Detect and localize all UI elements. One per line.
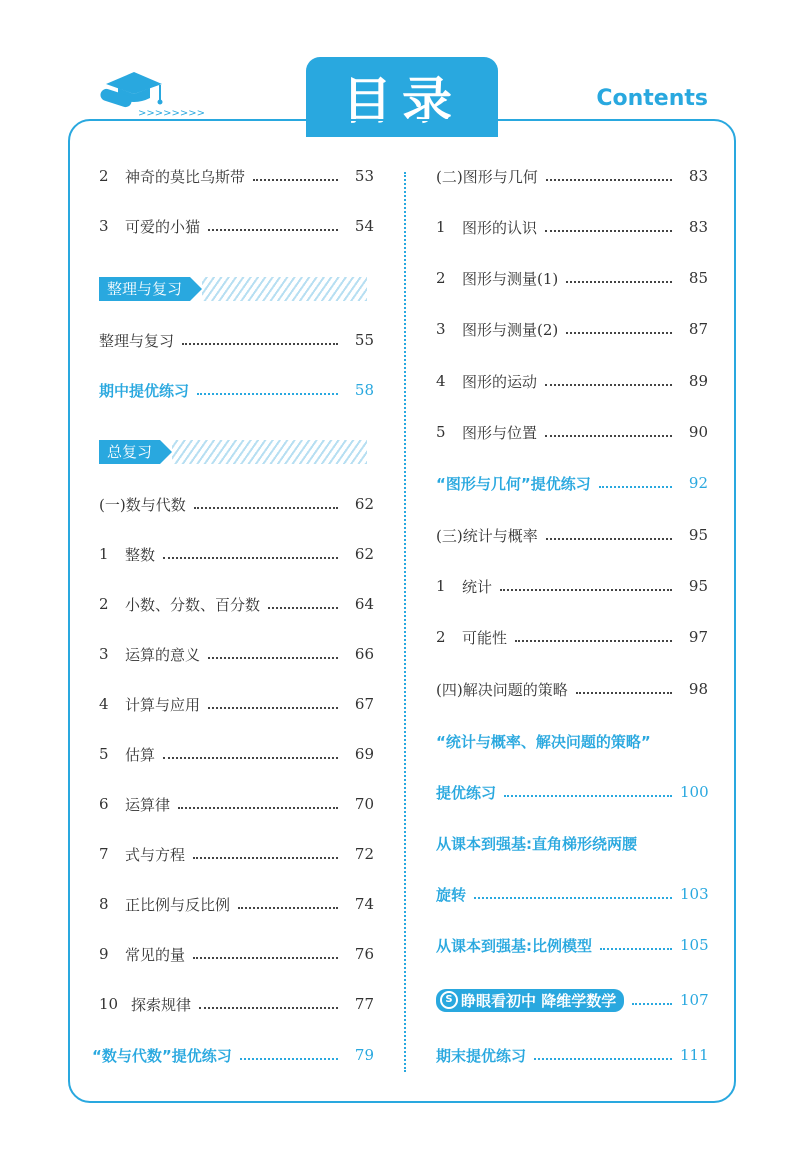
toc-entry[interactable] <box>436 317 708 341</box>
toc-entry[interactable] <box>436 266 708 290</box>
entry-number: 5 <box>436 423 446 441</box>
toc-entry-highlight[interactable] <box>436 882 708 906</box>
entry-title-line1: “统计与概率、解决问题的策略” <box>436 732 651 751</box>
entry-title: 可能性 <box>462 628 508 647</box>
dot-leader <box>208 707 338 709</box>
dot-leader <box>500 589 672 591</box>
page-title: 目录 <box>342 72 462 130</box>
dot-leader <box>197 393 338 395</box>
entry-page: 64 <box>354 595 374 613</box>
entry-title: 可爱的小猫 <box>125 217 201 236</box>
toc-entry[interactable] <box>99 742 374 766</box>
toc-entry[interactable] <box>99 892 374 916</box>
toc-entry[interactable] <box>99 942 374 966</box>
entry-page: 69 <box>354 745 374 763</box>
dot-leader <box>253 179 338 181</box>
dot-leader <box>163 557 338 559</box>
entry-page: 98 <box>688 680 708 698</box>
toc-entry-highlight[interactable] <box>436 933 708 957</box>
entry-title: 图形的认识 <box>462 218 538 237</box>
toc-entry[interactable] <box>99 542 374 566</box>
entry-number: 2 <box>436 628 446 646</box>
entry-page: 92 <box>688 474 708 492</box>
toc-entry-special[interactable] <box>436 988 708 1012</box>
entry-title: 图形与位置 <box>462 423 538 442</box>
svg-text:>>>>>>>>: >>>>>>>> <box>138 108 206 119</box>
toc-entry[interactable] <box>99 592 374 616</box>
entry-page: 105 <box>680 936 709 954</box>
entry-page: 95 <box>688 526 708 544</box>
toc-entry[interactable] <box>99 164 374 188</box>
toc-entry[interactable] <box>436 625 708 649</box>
entry-page: 79 <box>354 1046 374 1064</box>
entry-number: 9 <box>99 945 109 963</box>
entry-page: 62 <box>354 495 374 513</box>
graduation-cap-icon <box>96 70 206 120</box>
dot-leader <box>504 795 672 797</box>
entry-title-line1: 从课本到强基:直角梯形绕两腰 <box>436 834 637 853</box>
toc-entry[interactable] <box>99 792 374 816</box>
entry-title: 图形与测量(2) <box>462 320 559 339</box>
entry-number: 7 <box>99 845 109 863</box>
entry-title: 估算 <box>125 745 156 764</box>
section-arrow <box>160 440 172 464</box>
dot-leader <box>208 657 338 659</box>
entry-title: 计算与应用 <box>125 695 201 714</box>
entry-page: 70 <box>354 795 374 813</box>
dot-leader <box>546 538 672 540</box>
toc-entry[interactable] <box>99 214 374 238</box>
dot-leader <box>576 692 672 694</box>
entry-number: 3 <box>99 645 109 663</box>
column-divider <box>404 172 406 1072</box>
entry-page: 53 <box>354 167 374 185</box>
toc-entry[interactable] <box>436 164 708 188</box>
dot-leader <box>632 1003 672 1005</box>
toc-entry[interactable] <box>436 215 708 239</box>
entry-title: 整数 <box>125 545 156 564</box>
toc-entry[interactable] <box>99 328 374 352</box>
contents-label: Contents <box>596 86 708 111</box>
toc-entry-highlight[interactable] <box>99 378 374 402</box>
entry-title: 从课本到强基:比例模型 <box>436 936 592 955</box>
toc-entry[interactable] <box>99 642 374 666</box>
entry-page: 55 <box>354 331 374 349</box>
dot-leader <box>534 1058 672 1060</box>
toc-entry[interactable] <box>99 492 374 516</box>
entry-title: 式与方程 <box>125 845 186 864</box>
entry-number: 1 <box>99 545 109 563</box>
entry-page: 89 <box>688 372 708 390</box>
entry-page: 83 <box>688 167 708 185</box>
dot-leader <box>599 486 672 488</box>
toc-entry[interactable] <box>436 369 708 393</box>
entry-title: 旋转 <box>436 885 467 904</box>
toc-entry[interactable] <box>436 420 708 444</box>
entry-number: 1 <box>436 577 446 595</box>
entry-title: 神奇的莫比乌斯带 <box>125 167 246 186</box>
dot-leader <box>545 230 672 232</box>
dot-leader <box>199 1007 338 1009</box>
entry-page: 66 <box>354 645 374 663</box>
dot-leader <box>163 757 338 759</box>
dot-leader <box>208 229 338 231</box>
entry-page: 67 <box>354 695 374 713</box>
entry-title: (一)数与代数 <box>99 495 186 514</box>
entry-page: 100 <box>680 783 709 801</box>
section-stripes <box>172 440 367 464</box>
entry-number: 2 <box>99 595 109 613</box>
entry-title: 图形与测量(1) <box>462 269 559 288</box>
entry-number: 1 <box>436 218 446 236</box>
entry-title: 探索规律 <box>131 995 192 1014</box>
entry-page: 83 <box>688 218 708 236</box>
entry-page: 58 <box>354 381 374 399</box>
dot-leader <box>545 435 672 437</box>
dot-leader <box>515 640 672 642</box>
toc-entry-highlight[interactable] <box>436 831 708 855</box>
entry-title: “数与代数”提优练习 <box>92 1046 232 1065</box>
entry-title: (二)图形与几何 <box>436 167 538 186</box>
entry-page: 111 <box>680 1046 709 1064</box>
entry-page: 87 <box>688 320 708 338</box>
special-pill <box>436 989 624 1012</box>
entry-title: “图形与几何”提优练习 <box>436 474 591 493</box>
dot-leader <box>566 332 672 334</box>
entry-title: 正比例与反比例 <box>125 895 231 914</box>
toc-entry[interactable] <box>436 574 708 598</box>
entry-number: 2 <box>436 269 446 287</box>
entry-title: 提优练习 <box>436 783 497 802</box>
entry-title: 睁眼看初中 降维学数学 <box>461 991 617 1010</box>
section-header <box>99 440 367 464</box>
entry-number: 2 <box>99 167 109 185</box>
entry-page: 85 <box>688 269 708 287</box>
section-stripes <box>202 277 367 301</box>
entry-page: 62 <box>354 545 374 563</box>
entry-page: 72 <box>354 845 374 863</box>
toc-entry[interactable] <box>436 523 708 547</box>
entry-number: 6 <box>99 795 109 813</box>
entry-title: 整理与复习 <box>99 331 175 350</box>
toc-entry-highlight[interactable] <box>436 1043 708 1067</box>
entry-title: 期末提优练习 <box>436 1046 527 1065</box>
entry-page: 76 <box>354 945 374 963</box>
entry-page: 107 <box>680 991 709 1009</box>
dot-leader <box>178 807 338 809</box>
entry-number: 4 <box>99 695 109 713</box>
entry-title: 图形的运动 <box>462 372 538 391</box>
entry-title: 运算的意义 <box>125 645 201 664</box>
entry-title: 统计 <box>462 577 493 596</box>
section-header <box>99 277 367 301</box>
s-badge-icon: S <box>440 991 458 1009</box>
toc-entry-highlight[interactable] <box>436 471 708 495</box>
dot-leader <box>600 948 672 950</box>
entry-title: (四)解决问题的策略 <box>436 680 568 699</box>
toc-entry-highlight[interactable] <box>436 729 708 753</box>
entry-number: 8 <box>99 895 109 913</box>
entry-title: (三)统计与概率 <box>436 526 538 545</box>
dot-leader <box>545 384 672 386</box>
entry-page: 77 <box>354 995 374 1013</box>
toc-entry[interactable] <box>436 677 708 701</box>
dot-leader <box>238 907 338 909</box>
toc-entry[interactable] <box>99 992 374 1016</box>
entry-title: 期中提优练习 <box>99 381 190 400</box>
dot-leader <box>546 179 672 181</box>
toc-entry[interactable] <box>99 842 374 866</box>
entry-page: 90 <box>688 423 708 441</box>
toc-entry[interactable] <box>99 692 374 716</box>
dot-leader <box>193 957 338 959</box>
dot-leader <box>268 607 338 609</box>
entry-page: 54 <box>354 217 374 235</box>
entry-page: 103 <box>680 885 709 903</box>
section-label: 总复习 <box>99 440 160 464</box>
dot-leader <box>474 897 672 899</box>
entry-number: 3 <box>99 217 109 235</box>
dot-leader <box>182 343 338 345</box>
toc-entry-highlight[interactable] <box>92 1043 374 1067</box>
entry-title: 运算律 <box>125 795 171 814</box>
entry-title: 小数、分数、百分数 <box>125 595 261 614</box>
entry-title: 常见的量 <box>125 945 186 964</box>
entry-number: 4 <box>436 372 446 390</box>
dot-leader <box>240 1058 338 1060</box>
dot-leader <box>194 507 338 509</box>
entry-page: 74 <box>354 895 374 913</box>
entry-page: 95 <box>688 577 708 595</box>
dot-leader <box>566 281 672 283</box>
section-arrow <box>190 277 202 301</box>
dot-leader <box>193 857 338 859</box>
entry-number: 5 <box>99 745 109 763</box>
entry-page: 97 <box>688 628 708 646</box>
entry-number: 3 <box>436 320 446 338</box>
toc-entry-highlight[interactable] <box>436 780 708 804</box>
entry-number: 10 <box>99 995 119 1013</box>
section-label: 整理与复习 <box>99 277 190 301</box>
